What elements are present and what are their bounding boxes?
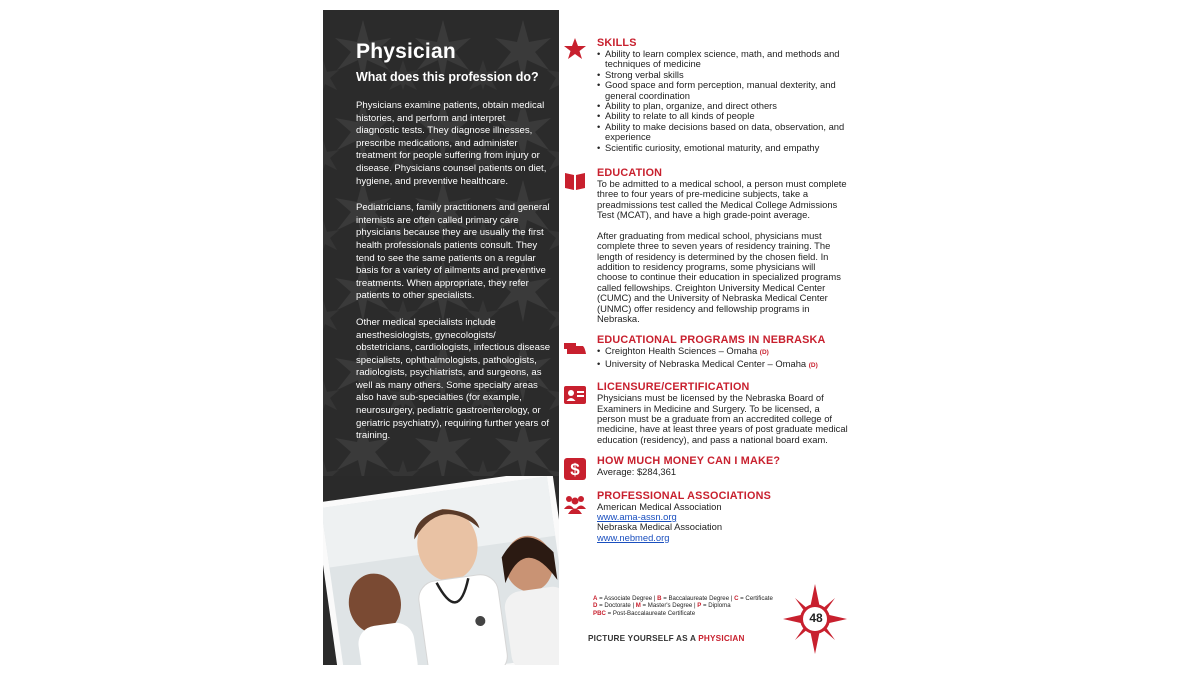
right-column bbox=[563, 37, 848, 543]
associations-section bbox=[563, 490, 848, 544]
list-item: • Ability to make decisions based on data, observation, and experience bbox=[597, 122, 848, 143]
list-item: • Scientific curiosity, emotional maturity, and empathy bbox=[597, 143, 848, 153]
legend-key: C bbox=[734, 595, 739, 602]
legend-line bbox=[593, 595, 813, 602]
legend-value: = Certificate bbox=[738, 595, 773, 602]
money-heading: HOW MUCH MONEY CAN I MAKE? bbox=[597, 455, 781, 468]
nebraska-map-icon bbox=[563, 336, 587, 360]
degree-tag: (D) bbox=[808, 361, 818, 369]
footer-accent: PHYSICIAN bbox=[698, 634, 745, 643]
book-icon bbox=[563, 169, 587, 193]
svg-text:$: $ bbox=[570, 460, 580, 480]
page-title: Physician bbox=[356, 40, 456, 63]
left-panel bbox=[323, 10, 559, 665]
legend-line bbox=[593, 602, 813, 609]
association-name: American Medical Association bbox=[597, 500, 722, 512]
money-section bbox=[563, 455, 848, 480]
programs-list bbox=[597, 346, 848, 371]
legend-key: P bbox=[697, 602, 702, 610]
association-link[interactable]: www.nebmed.org bbox=[597, 531, 670, 543]
legend-key: B bbox=[657, 595, 662, 602]
degree-tag: (D) bbox=[759, 349, 769, 357]
education-paragraph: To be admitted to a medical school, a person must complete three to four years of pre-medicine subjects, take a preadmissions test called the Medical College Admissions Test (MCAT), and have a high grade-point average. bbox=[597, 178, 847, 221]
degree-legend bbox=[593, 595, 813, 617]
left-content bbox=[356, 40, 551, 457]
education-paragraph: After graduating from medical school, physicians must complete three to seven years of residency training. The length of residency is determined by the chosen field. In addition to residency programs, some physicians will choose to continue their education in specialized programs called fellowships. Creighton University Medical Center (CUMC) and the University of Nebraska Medical Center (UNMC) offer residency and fellowship programs in Nebraska. bbox=[597, 229, 841, 324]
legend-key: D bbox=[593, 602, 598, 610]
associations-heading: PROFESSIONAL ASSOCIATIONS bbox=[597, 489, 771, 502]
education-section bbox=[563, 167, 848, 324]
list-item: • Strong verbal skills bbox=[597, 70, 848, 80]
legend-line bbox=[593, 610, 813, 617]
legend-key: A bbox=[593, 595, 598, 602]
association-link[interactable]: www.ama-assn.org bbox=[597, 511, 677, 522]
doctor-with-child-photo bbox=[323, 476, 559, 665]
legend-value: = Associate Degree | bbox=[597, 595, 658, 602]
legend-value: = Baccalaureate Degree | bbox=[661, 595, 735, 602]
licensure-section bbox=[563, 381, 848, 445]
programs-heading: EDUCATIONAL PROGRAMS IN NEBRASKA bbox=[597, 334, 826, 347]
legend-value: = Diploma bbox=[701, 602, 731, 610]
page-subtitle: What does this profession do? bbox=[356, 70, 539, 84]
licensure-heading: LICENSURE/CERTIFICATION bbox=[597, 381, 750, 394]
page-number: 48 bbox=[809, 611, 823, 625]
people-icon bbox=[563, 492, 587, 516]
salary-average: Average: $284,361 bbox=[597, 466, 677, 478]
description-paragraph: Other medical specialists include anesthesiologists, gynecologists/ obstetricians, cardiologists, infectious disease specialists, ophthalmologists, pathologists, radiologists, psychiatrists, and surgeons, as well as many others. Some specialty areas also have sub-specialties (for example, neurosurgery, pediatric gastroenterology, or geriatric psychiatry), requiring further years of training. bbox=[356, 316, 551, 442]
education-heading: EDUCATION bbox=[597, 167, 663, 180]
skills-heading: SKILLS bbox=[597, 37, 637, 49]
program-name: University of Nebraska Medical Center – Omaha bbox=[605, 357, 807, 369]
list-item: • Ability to plan, organize, and direct others bbox=[597, 101, 848, 111]
legend-value: = Post-Baccalaureate Certificate bbox=[605, 609, 696, 617]
programs-section bbox=[563, 334, 848, 371]
legend-key: PBC bbox=[593, 609, 606, 617]
legend-value: = Doctorate | bbox=[597, 602, 636, 610]
description-paragraph: Physicians examine patients, obtain medical histories, and perform and interpret diagnostic tests. They diagnose illnesses, prescribe medications, and administer treatment for people suffering from injury or disease. Physicians counsel patients on diet, hygiene, and preventive healthcare. bbox=[356, 100, 547, 187]
list-item: • Ability to learn complex science, math, and methods and techniques of medicine bbox=[597, 49, 848, 70]
list-item bbox=[597, 359, 848, 371]
description-paragraph: Pediatricians, family practitioners and general internists are often called primary care physicians because they are usually the first health professionals patients consult. They tend to see the same patients on a regular basis for a variety of ailments and preventive treatments. When appropriate, they refer patients to other specialists. bbox=[356, 202, 550, 302]
list-item: • Ability to relate to all kinds of people bbox=[597, 111, 848, 121]
skills-section bbox=[563, 37, 848, 153]
legend-key: M bbox=[635, 602, 641, 610]
footer-prefix: PICTURE YOURSELF AS A bbox=[588, 634, 699, 643]
list-item: • Good space and form perception, manual dexterity, and general coordination bbox=[597, 80, 848, 101]
skills-list bbox=[597, 49, 848, 153]
program-name: Creighton Health Sciences – Omaha bbox=[605, 345, 758, 357]
id-card-icon bbox=[563, 383, 587, 407]
star-icon bbox=[563, 37, 587, 61]
legend-value: = Master's Degree | bbox=[640, 602, 698, 610]
licensure-text: Physicians must be licensed by the Nebraska Board of Examiners in Medicine and Surgery. To be licensed, a person must be a graduate from an accredited college of medicine, have at least three years of post graduate medical education (residency), and pass a national board exam. bbox=[597, 392, 848, 445]
footer-tagline bbox=[588, 634, 745, 643]
association-name: Nebraska Medical Association bbox=[597, 521, 723, 533]
brochure-page bbox=[323, 10, 848, 665]
dollar-icon bbox=[563, 457, 587, 481]
